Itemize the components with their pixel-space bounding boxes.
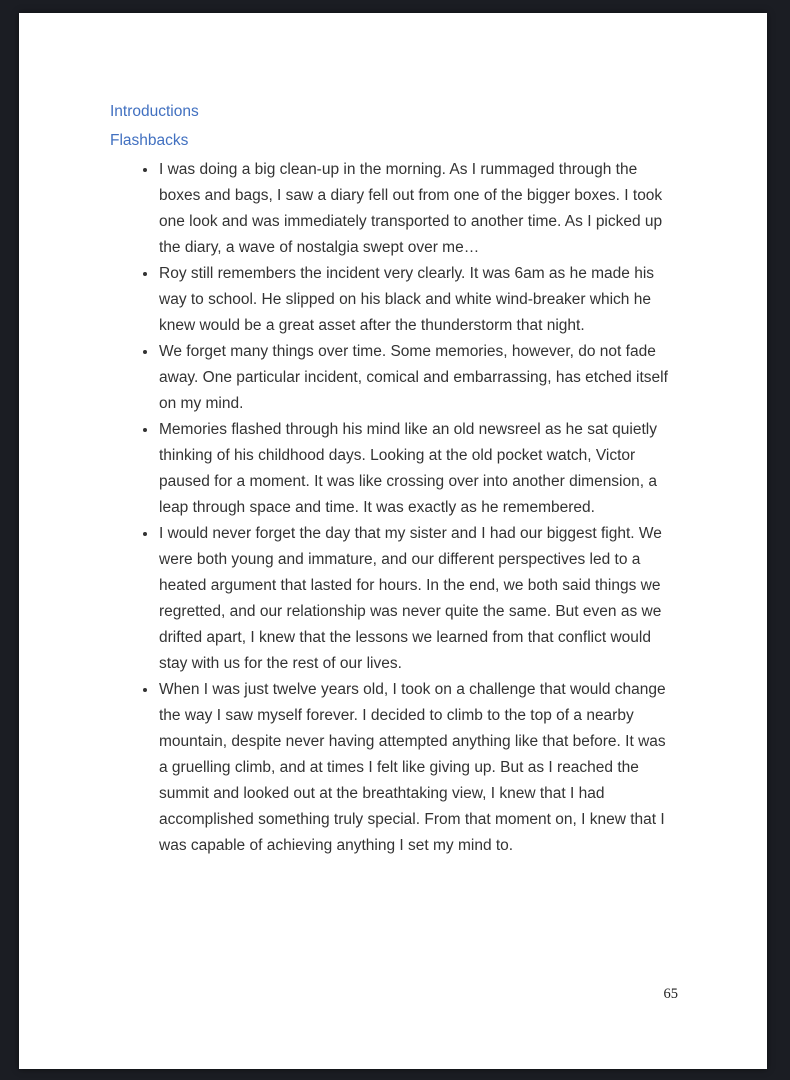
document-page: [19, 13, 767, 1069]
page-number: 65: [663, 986, 678, 1002]
bullet-item: • When I was just twelve years old, I took on a challenge that would change the way I saw myself forever. I decided to climb to the top of a nearby mountain, despite never having attempted anything like that before. It was a gruelling climb, and at times I felt like giving up. But as I reached the summit and looked out at the breathtaking view, I knew that I had accomplished something truly special. From that moment on, I knew that I was capable of achieving anything I set my mind to.: [158, 677, 677, 859]
bullet-list: [110, 157, 677, 859]
bullet-item: • We forget many things over time. Some memories, however, do not fade away. One particular incident, comical and embarrassing, has etched itself on my mind.: [158, 339, 677, 417]
page-content: [19, 13, 767, 859]
bullet-item: • I would never forget the day that my sister and I had our biggest fight. We were both young and immature, and our different perspectives led to a heated argument that lasted for hours. In the end, we both said things we regretted, and our relationship was never quite the same. But even as we drifted apart, I knew that the lessons we learned from that conflict would stay with us for the rest of our lives.: [158, 521, 677, 677]
link-introductions[interactable]: Introductions: [110, 103, 199, 120]
bullet-item: • Memories flashed through his mind like an old newsreel as he sat quietly thinking of his childhood days. Looking at the old pocket watch, Victor paused for a moment. It was like crossing over into another dimension, a leap through space and time. It was exactly as he remembered.: [158, 417, 677, 521]
bullet-item: • Roy still remembers the incident very clearly. It was 6am as he made his way to school. He slipped on his black and white wind-breaker which he knew would be a great asset after the thunderstorm that night.: [158, 261, 677, 339]
bullet-item: • I was doing a big clean-up in the morning. As I rummaged through the boxes and bags, I saw a diary fell out from one of the bigger boxes. I took one look and was immediately transported to another time. As I picked up the diary, a wave of nostalgia swept over me…: [158, 157, 677, 261]
link-flashbacks[interactable]: Flashbacks: [110, 132, 189, 149]
